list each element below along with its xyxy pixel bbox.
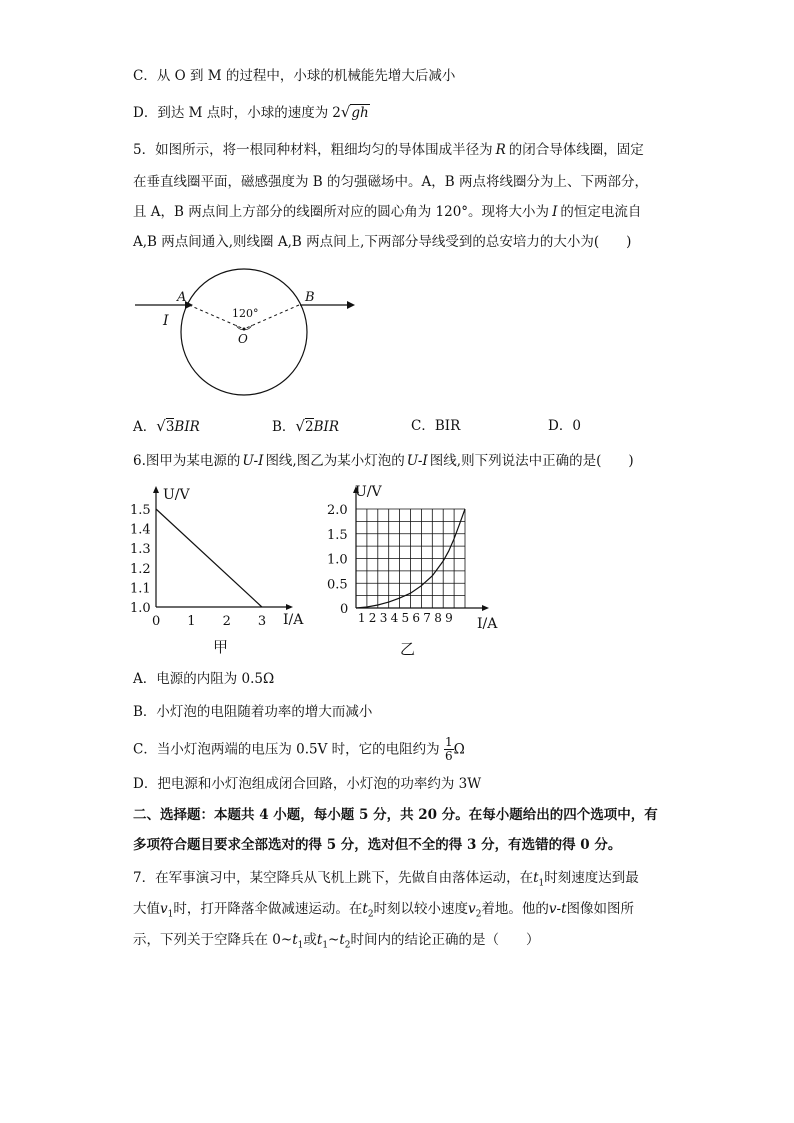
label-o: O: [238, 332, 248, 346]
x-axis-label: I/A: [477, 616, 498, 632]
x-tick-label: 0: [340, 602, 349, 617]
y-tick-label: 1.0: [130, 601, 151, 616]
q4-option-c: C．从 O 到 M 的过程中，小球的机械能先增大后减小: [133, 68, 456, 84]
q7-stem-line-1: 7．在军事演习中，某空降兵从飞机上跳下，先做自由落体运动，在$t_1$时刻速度达到最: [133, 870, 639, 889]
sqrt-sign: √: [156, 417, 166, 435]
y-tick-label: 1.2: [130, 561, 151, 577]
x-tick-label: 4: [390, 611, 399, 625]
angle-label: 120°: [232, 307, 259, 320]
y-tick-label: 0.5: [327, 577, 348, 593]
q5-stem-line-1: 5．如图所示，将一根同种材料，粗细均匀的导体围成半径为 R 的闭合导体线圈，固定: [133, 142, 644, 158]
label-i: I: [163, 313, 169, 329]
y-tick-label: 1.4: [130, 522, 151, 538]
q4-option-d-radicand: gh: [351, 105, 369, 121]
center-dot: [243, 328, 246, 331]
q7-stem-line-3: 示，下列关于空降兵在 $0\sim t_1$或$t_1\sim t_2$时间内的结论正确的是（ ）: [133, 932, 540, 951]
y-axis-arrow: [153, 486, 159, 493]
q5-stem-line-3: 且 A，B 两点间上方部分的线圈所对应的圆心角为 120°。现将大小为 I 的恒定电流自: [133, 204, 642, 220]
q7-stem-line-2: 大值$v_1$时，打开降落伞做减速运动。在$t_2$时刻以较小速度$v_2$着地。他的v-t图像如图所: [133, 901, 635, 920]
q5-option-c: C．BIR: [411, 418, 461, 434]
section-2-header-line-1: 二、选择题：本题共 4 小题，每小题 5 分，共 20 分。在每小题给出的四个选项中，有: [133, 807, 658, 823]
q6-option-c: C．当小灯泡两端的电压为 0.5V 时，它的电阻约为 $\frac{1}{6}$ Ω: [133, 735, 465, 763]
x-tick-label: 7: [423, 611, 431, 625]
x-axis-arrow: [286, 604, 293, 610]
q5-stem-line-2: 在垂直线圈平面，磁感强度为 B 的匀强磁场中。A，B 两点将线圈分为上、下两部分，: [133, 174, 648, 190]
chart-yi: [325, 480, 510, 660]
q6-option-a: A．电源的内阻为 0.5Ω: [133, 671, 275, 687]
label-b: B: [305, 290, 315, 305]
q6-option-d: D．把电源和小灯泡组成闭合回路，小灯泡的功率约为 3W: [133, 776, 482, 792]
x-tick-label: 0: [152, 614, 161, 629]
x-tick-label: 5: [401, 611, 410, 625]
y-axis-label: U/V: [355, 484, 382, 500]
q5-option-a: A．√3BIR: [133, 417, 200, 435]
y-axis-label: U/V: [163, 487, 190, 503]
q6-option-b: B．小灯泡的电阻随着功率的增大而减小: [133, 704, 373, 720]
q5-circle-figure: [125, 265, 365, 405]
q5-stem-line-4: A,B 两点间通入,则线圈 A,B 两点间上,下两部分导线受到的总安培力的大小为( ): [133, 234, 632, 250]
x-tick-label: 1: [357, 611, 366, 625]
y-tick-label: 1.1: [130, 581, 151, 597]
fraction: $\frac{1}{6}$: [444, 735, 453, 763]
x-tick-label: 2: [368, 611, 377, 625]
q4-option-d: D．到达 M 点时，小球的速度为 2√gh: [133, 103, 369, 121]
y-tick-label: 2.0: [327, 503, 348, 518]
q6-stem: 6.图甲为某电源的 U-I 图线,图乙为某小灯泡的 U-I 图线,则下列说法中正确的是( ): [133, 453, 634, 469]
chart-title: 乙: [400, 640, 416, 658]
sqrt-sign: √: [295, 417, 305, 435]
y-tick-label: 1.0: [327, 552, 348, 568]
x-tick-label: 8: [434, 611, 442, 625]
label-a: A: [177, 290, 187, 305]
x-tick-label: 3: [379, 611, 388, 625]
chart-jia: [125, 480, 315, 660]
y-tick-label: 1.5: [327, 527, 348, 543]
x-tick-label: 2: [222, 614, 231, 629]
x-tick-label: 9: [445, 611, 453, 625]
x-tick-label: 3: [257, 614, 267, 629]
current-out-arrow: [347, 301, 355, 309]
q4-option-d-coefficient: 2: [332, 105, 341, 121]
sqrt-sign: √: [340, 103, 351, 121]
y-tick-label: 1.3: [130, 542, 151, 558]
x-axis-arrow: [482, 605, 489, 611]
x-tick-label: 1: [187, 614, 196, 629]
x-axis-label: I/A: [283, 612, 304, 628]
chart-title: 甲: [213, 638, 229, 656]
section-2-header-line-2: 多项符合题目要求全部选对的得 5 分，选对但不全的得 3 分，有选错的得 0 分。: [133, 837, 622, 853]
q5-option-b: B．√2BIR: [272, 417, 339, 435]
x-tick-label: 6: [412, 611, 421, 625]
y-tick-label: 1.5: [130, 503, 151, 518]
series-line: [156, 509, 262, 607]
q5-option-d: D．0: [548, 418, 581, 434]
